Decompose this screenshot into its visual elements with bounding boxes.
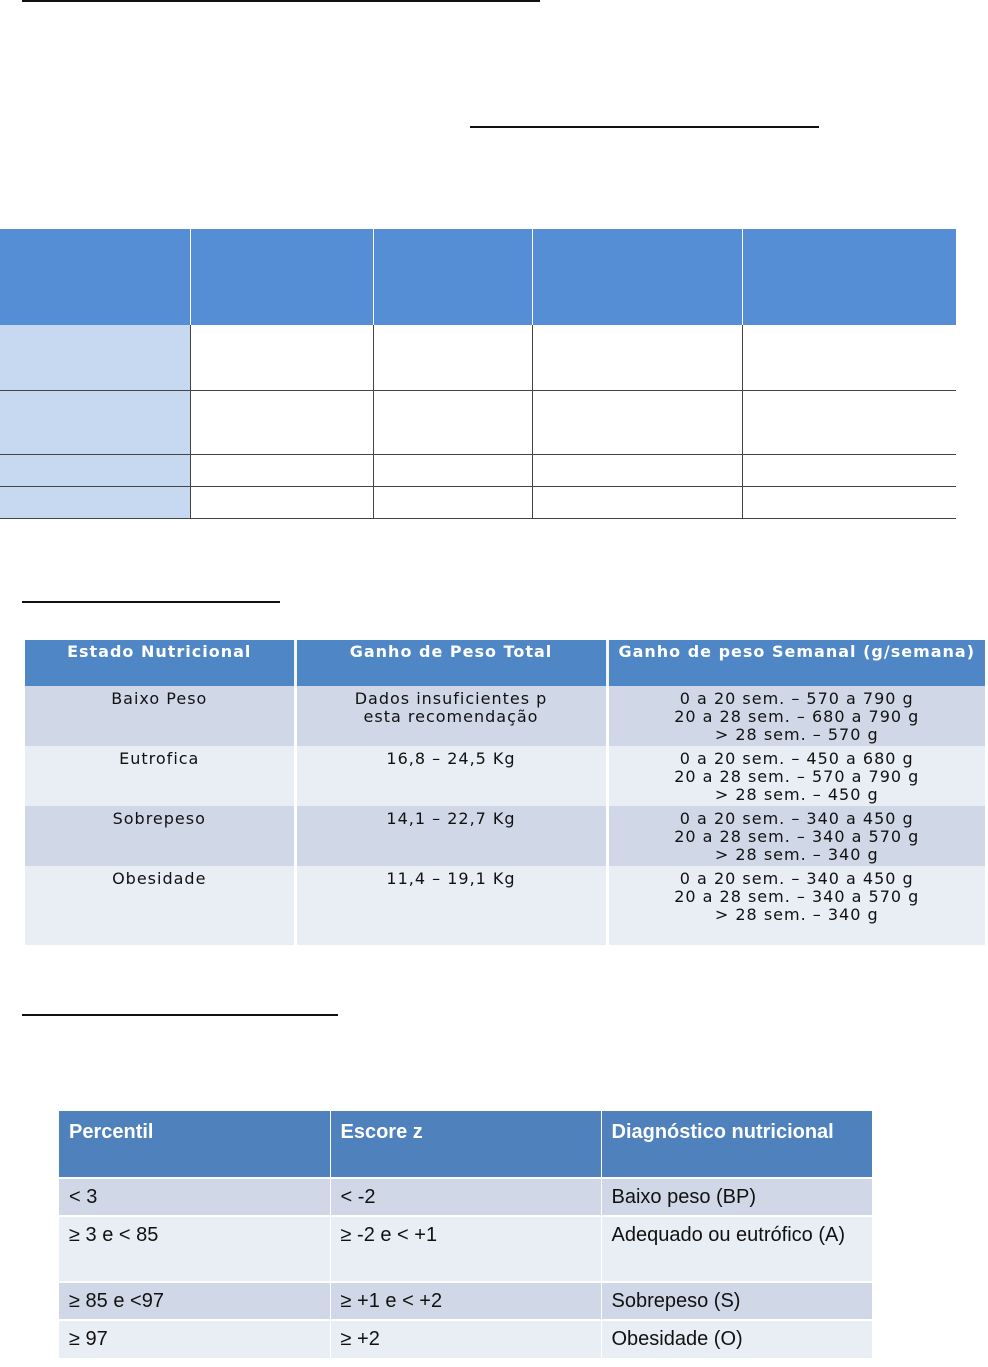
empty-table-header-cell xyxy=(190,229,373,325)
semanal-line: > 28 sem. – 340 g xyxy=(714,905,879,924)
estado-label: Sobrepeso xyxy=(112,809,206,828)
semanal-line: > 28 sem. – 570 g xyxy=(714,725,879,744)
total-cell xyxy=(295,746,607,806)
table-cell xyxy=(742,454,956,486)
empty-table-header-cell xyxy=(532,229,742,325)
total-line: Dados insuficientes p xyxy=(354,689,548,708)
semanal-line: > 28 sem. – 340 g xyxy=(714,845,879,864)
semanal-line: 0 a 20 sem. – 340 a 450 g xyxy=(679,869,914,888)
top-underline xyxy=(22,0,540,2)
table-cell xyxy=(373,325,532,390)
estado-label: Eutrofica xyxy=(119,749,200,768)
header-ganho-peso-semanal: Ganho de peso Semanal (g/semana) xyxy=(607,640,985,686)
header-escore-z: Escore z xyxy=(330,1111,601,1178)
estado-cell xyxy=(25,806,295,866)
table-cell xyxy=(0,454,190,486)
table-cell xyxy=(532,390,742,454)
header-ganho-peso-total: Ganho de Peso Total xyxy=(295,640,607,686)
table-row xyxy=(0,390,956,454)
diagnostico-cell: Adequado ou eutrófico (A) xyxy=(601,1216,872,1282)
escore-z-cell: ≥ +1 e < +2 xyxy=(330,1282,601,1320)
table-cell xyxy=(0,486,190,518)
percentil-cell: < 3 xyxy=(59,1178,330,1216)
total-line: esta recomendação xyxy=(363,707,539,726)
weight-gain-table xyxy=(25,640,985,945)
total-cell xyxy=(295,686,607,746)
weight-gain-header-row xyxy=(25,640,985,686)
table-row xyxy=(0,486,956,518)
percentil-cell: ≥ 85 e <97 xyxy=(59,1282,330,1320)
header-percentil: Percentil xyxy=(59,1111,330,1178)
table-cell xyxy=(373,486,532,518)
empty-table-header xyxy=(0,229,956,325)
table-row xyxy=(59,1320,872,1358)
table-row xyxy=(0,325,956,390)
total-line: 11,4 – 19,1 Kg xyxy=(386,869,516,888)
semanal-cell xyxy=(607,806,985,866)
table-cell xyxy=(532,486,742,518)
estado-cell xyxy=(25,686,295,746)
percentil-table xyxy=(59,1111,872,1358)
total-cell xyxy=(295,866,607,945)
percentil-cell: ≥ 97 xyxy=(59,1320,330,1358)
semanal-cell xyxy=(607,746,985,806)
table-row xyxy=(59,1216,872,1282)
total-line: 16,8 – 24,5 Kg xyxy=(386,749,516,768)
diagnostico-cell: Sobrepeso (S) xyxy=(601,1282,872,1320)
table-cell xyxy=(532,454,742,486)
table-cell xyxy=(532,325,742,390)
escore-z-cell: < -2 xyxy=(330,1178,601,1216)
percentil-cell: ≥ 3 e < 85 xyxy=(59,1216,330,1282)
table-row xyxy=(25,866,985,945)
heading-underline-4 xyxy=(22,1014,338,1016)
diagnostico-cell: Baixo peso (BP) xyxy=(601,1178,872,1216)
table-cell xyxy=(190,486,373,518)
semanal-cell xyxy=(607,866,985,945)
empty-table-header-cell xyxy=(742,229,956,325)
table-row xyxy=(59,1282,872,1320)
percentil-header-row xyxy=(59,1111,872,1178)
escore-z-cell: ≥ -2 e < +1 xyxy=(330,1216,601,1282)
table-row xyxy=(25,686,985,746)
total-cell xyxy=(295,806,607,866)
estado-label: Baixo Peso xyxy=(111,689,208,708)
semanal-line: > 28 sem. – 450 g xyxy=(714,785,879,804)
table-cell xyxy=(373,454,532,486)
header-estado-nutricional: Estado Nutricional xyxy=(25,640,295,686)
table-cell xyxy=(190,325,373,390)
table-cell xyxy=(373,390,532,454)
table-cell xyxy=(190,390,373,454)
semanal-line: 20 a 28 sem. – 570 a 790 g xyxy=(674,767,920,786)
semanal-line: 0 a 20 sem. – 570 a 790 g xyxy=(679,689,914,708)
semanal-line: 20 a 28 sem. – 340 a 570 g xyxy=(674,827,920,846)
empty-table-header-cell xyxy=(373,229,532,325)
heading-underline-3 xyxy=(22,601,280,603)
empty-table-header-cell xyxy=(0,229,190,325)
semanal-line: 0 a 20 sem. – 450 a 680 g xyxy=(679,749,914,768)
table-cell xyxy=(0,325,190,390)
estado-cell xyxy=(25,746,295,806)
table-cell xyxy=(742,390,956,454)
table-row xyxy=(25,806,985,866)
estado-cell xyxy=(25,866,295,945)
table-row xyxy=(59,1178,872,1216)
heading-underline-2 xyxy=(470,126,819,128)
table-cell xyxy=(190,454,373,486)
semanal-line: 0 a 20 sem. – 340 a 450 g xyxy=(679,809,914,828)
table-row xyxy=(25,746,985,806)
semanal-cell xyxy=(607,686,985,746)
escore-z-cell: ≥ +2 xyxy=(330,1320,601,1358)
table-cell xyxy=(0,390,190,454)
table-cell xyxy=(742,486,956,518)
semanal-line: 20 a 28 sem. – 340 a 570 g xyxy=(674,887,920,906)
semanal-line: 20 a 28 sem. – 680 a 790 g xyxy=(674,707,920,726)
estado-label: Obesidade xyxy=(112,869,207,888)
diagnostico-cell: Obesidade (O) xyxy=(601,1320,872,1358)
table-row xyxy=(0,454,956,486)
empty-table xyxy=(0,229,956,519)
total-line: 14,1 – 22,7 Kg xyxy=(386,809,516,828)
table-cell xyxy=(742,325,956,390)
header-diagnostico: Diagnóstico nutricional xyxy=(601,1111,872,1178)
